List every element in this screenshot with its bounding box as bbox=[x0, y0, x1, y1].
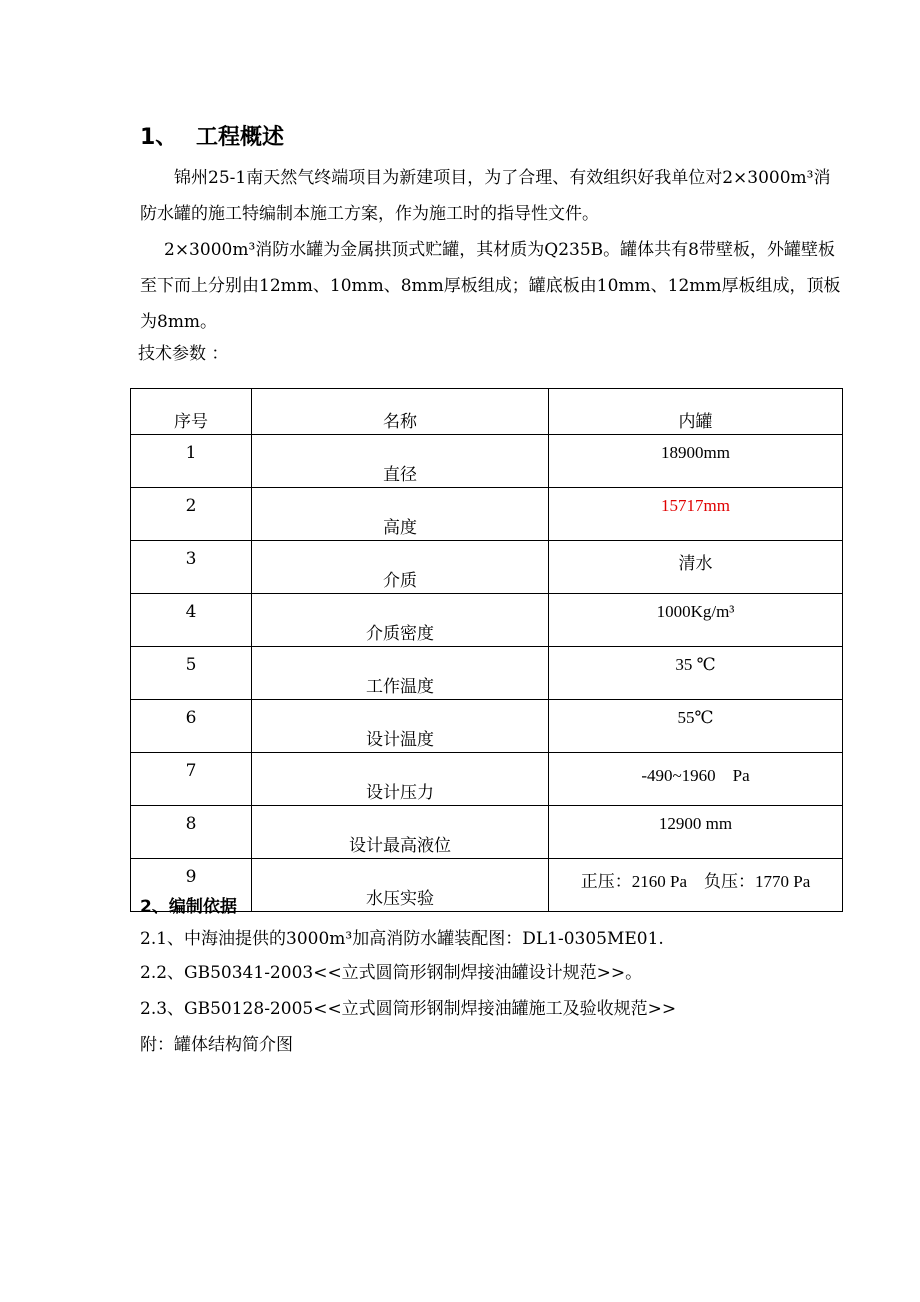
row-no: 5 bbox=[131, 647, 252, 700]
row-name: 介质密度 bbox=[252, 594, 549, 647]
row-name: 直径 bbox=[252, 435, 549, 488]
table-row bbox=[131, 594, 843, 647]
section-2-heading: 2、编制依据 bbox=[140, 897, 237, 917]
row-no: 9 bbox=[131, 859, 252, 912]
row-no: 6 bbox=[131, 700, 252, 753]
header-name: 名称 bbox=[252, 389, 549, 435]
header-value: 内罐 bbox=[549, 389, 843, 435]
table-row bbox=[131, 435, 843, 488]
overview-paragraph-2: 2×3000m³消防水罐为金属拱顶式贮罐，其材质为Q235B。罐体共有8带壁板，外罐壁板至下而上分别由12mm、10mm、8mm厚板组成；罐底板由10mm、12mm厚板组成，顶板为8mm。 bbox=[140, 240, 841, 332]
overview-paragraph-1: 锦州25-1南天然气终端项目为新建项目，为了合理、有效组织好我单位对2×3000m³消防水罐的施工特编制本施工方案，作为施工时的指导性文件。 bbox=[140, 168, 831, 224]
row-no: 4 bbox=[131, 594, 252, 647]
row-name: 介质 bbox=[252, 541, 549, 594]
row-name: 高度 bbox=[252, 488, 549, 541]
row-no: 7 bbox=[131, 753, 252, 806]
table-row bbox=[131, 541, 843, 594]
reference-item: 2.1、中海油提供的3000m³加高消防水罐装配图：DL1-0305ME01. bbox=[140, 929, 664, 949]
reference-item: 2.2、GB50341-2003<<立式圆筒形钢制焊接油罐设计规范>>。 bbox=[140, 963, 643, 983]
row-value: 正压：2160 Pa 负压：1770 Pa bbox=[549, 859, 843, 912]
row-name: 设计最高液位 bbox=[252, 806, 549, 859]
row-no: 1 bbox=[131, 435, 252, 488]
table-row bbox=[131, 488, 843, 541]
params-label: 技术参数 ： bbox=[138, 344, 229, 364]
table-row bbox=[131, 859, 843, 912]
table-row bbox=[131, 753, 843, 806]
row-name: 设计温度 bbox=[252, 700, 549, 753]
attachment-note: 附：罐体结构简介图 bbox=[140, 1035, 293, 1055]
section-1-number: 1、 bbox=[140, 125, 178, 150]
row-value: 15717mm bbox=[549, 488, 843, 541]
row-value: 1000Kg/m³ bbox=[549, 594, 843, 647]
row-value: 35 ℃ bbox=[549, 647, 843, 700]
table-header-row bbox=[131, 389, 843, 435]
section-1-title: 工程概述 bbox=[196, 125, 285, 150]
table-row bbox=[131, 647, 843, 700]
row-name: 设计压力 bbox=[252, 753, 549, 806]
table-row bbox=[131, 700, 843, 753]
row-no: 8 bbox=[131, 806, 252, 859]
row-value: -490~1960 Pa bbox=[549, 753, 843, 806]
reference-item: 2.3、GB50128-2005<<立式圆筒形钢制焊接油罐施工及验收规范>> bbox=[140, 999, 677, 1019]
row-value: 18900mm bbox=[549, 435, 843, 488]
row-no: 2 bbox=[131, 488, 252, 541]
table-row bbox=[131, 806, 843, 859]
row-value: 12900 mm bbox=[549, 806, 843, 859]
technical-params-table bbox=[130, 388, 843, 912]
section-1-heading bbox=[140, 120, 284, 151]
row-value: 55℃ bbox=[549, 700, 843, 753]
row-name: 工作温度 bbox=[252, 647, 549, 700]
row-name: 水压实验 bbox=[252, 859, 549, 912]
header-no: 序号 bbox=[131, 389, 252, 435]
row-no: 3 bbox=[131, 541, 252, 594]
row-value: 清水 bbox=[549, 541, 843, 594]
